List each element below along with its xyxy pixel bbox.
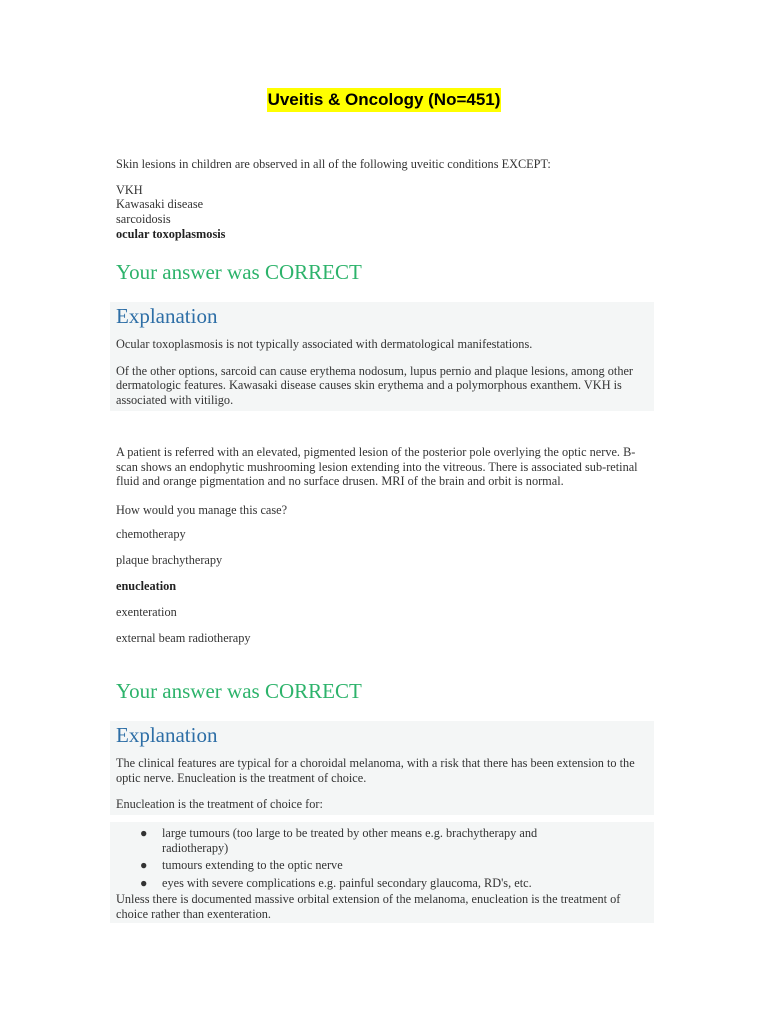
q2-explanation-heading: Explanation — [116, 723, 218, 747]
q2-option-2: plaque brachytherapy — [116, 553, 223, 568]
q2-option-3-answer: enucleation — [116, 578, 177, 593]
list-item: ● tumours extending to the optic nerve — [140, 858, 343, 873]
page-title: Uveitis & Oncology (No=451) — [267, 88, 502, 112]
q2-closing-text: Unless there is documented massive orbital extension of the melanoma, enucleation is the treatment of choice rather than exenteration. — [116, 892, 621, 921]
question-2 — [116, 445, 654, 656]
q1-option-4-answer: ocular toxoplasmosis — [116, 226, 226, 241]
title-wrapper — [0, 88, 768, 112]
q2-bullet-list — [110, 822, 654, 895]
q1-explanation-p2: Of the other options, sarcoid can cause erythema nodosum, lupus pernio and plaque lesions, among other dermatologic features. Kawasaki disease causes skin erythema and a polymorphous exanthem. VKH is associated with vitiligo. — [116, 363, 634, 407]
question-2-stem: A patient is referred with an elevated, pigmented lesion of the posterior pole overlying the optic nerve. B-scan shows an endophytic mushrooming lesion extending into the vitreous. There is associated sub-retinal fluid and orange pigmentation and no surface drusen. MRI of the brain and orbit is normal. — [116, 445, 638, 489]
q2-explanation-p2: Enucleation is the treatment of choice for: — [116, 797, 323, 812]
bullet-icon: ● — [140, 826, 148, 840]
q2-option-1: chemotherapy — [116, 527, 186, 542]
q2-explanation-box — [110, 721, 654, 815]
question-2-prompt: How would you manage this case? — [116, 502, 288, 517]
q1-explanation-p1: Ocular toxoplasmosis is not typically associated with dermatological manifestations. — [116, 337, 533, 351]
q1-option-1: VKH — [116, 182, 143, 197]
q2-option-4: exenteration — [116, 604, 177, 619]
q2-option-5: external beam radiotherapy — [116, 630, 251, 645]
q2-closing-box — [110, 890, 654, 923]
q1-option-3: sarcoidosis — [116, 212, 171, 227]
list-item: ● large tumours (too large to be treated by other means e.g. brachytherapy and radiotherapy) — [140, 826, 538, 855]
question-1-stem: Skin lesions in children are observed in all of the following uveitic conditions EXCEPT: — [116, 157, 551, 171]
q1-option-2: Kawasaki disease — [116, 197, 204, 212]
question-1 — [116, 157, 654, 242]
bullet-icon: ● — [140, 858, 148, 873]
q1-result: Your answer was CORRECT — [116, 260, 362, 284]
q2-result: Your answer was CORRECT — [116, 679, 362, 703]
bullet-icon: ● — [140, 875, 148, 890]
q1-explanation-box — [110, 302, 654, 411]
q1-explanation-heading: Explanation — [116, 304, 218, 328]
list-item: ● eyes with severe complications e.g. painful secondary glaucoma, RD's, etc. — [140, 875, 532, 890]
q2-explanation-p1: The clinical features are typical for a choroidal melanoma, with a risk that there has been extension to the optic nerve. Enucleation is the treatment of choice. — [116, 756, 635, 785]
